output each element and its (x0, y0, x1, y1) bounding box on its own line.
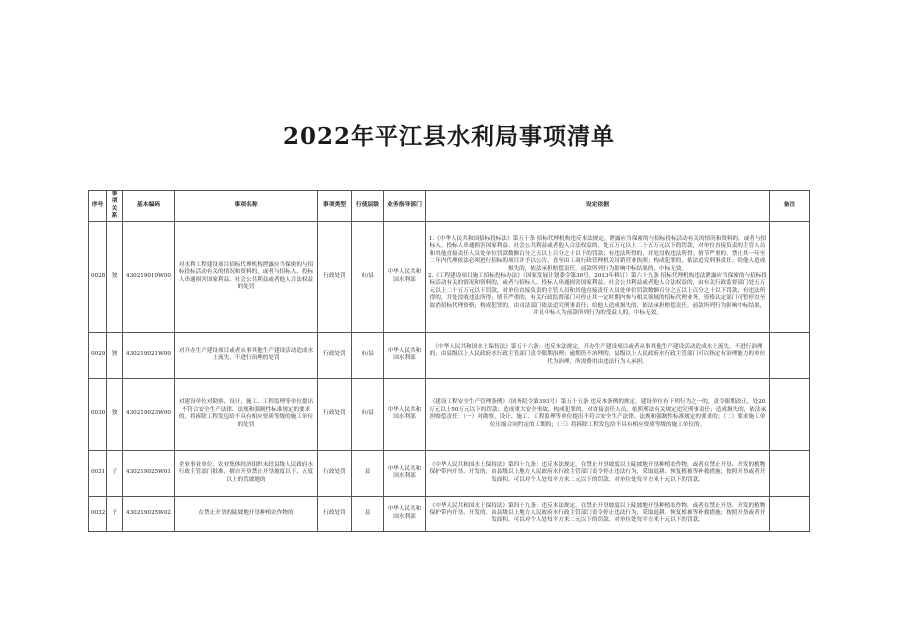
table-row (89, 496, 810, 531)
cell-name: 对开办生产建设项目或者从事其他生产建设活动造成水土流失，不进行治理的处罚 (175, 332, 318, 378)
cell-remark (770, 450, 810, 496)
cell-level: 市/县 (352, 221, 384, 332)
header-relation: 事项关系 (107, 191, 123, 222)
cell-code: 430219019W00 (123, 221, 175, 332)
cell-type: 行政处罚 (318, 496, 352, 531)
table-row (89, 450, 810, 496)
cell-basis: 1.《中华人民共和国招标投标法》第五十条 招标代理机构违反本法规定，泄露应当保密的与招标投标活动有关的情况和资料的，或者与招标人、投标人串通损害国家利益、社会公共利益或者他人合法权益的，处五万元以上二十五万元以下的罚款，对单位直接负责的主管人员和其他直接责任人员处单位罚款数额百分之五以上百分之十以下的罚款；有违法所得的，并处没收违法所得；情节严重的，禁止其一年至二年内代理依法必须进行招标的项目并予以公告，直至由工商行政管理机关吊销营业执照；构成犯罪的，依法追究刑事责任；给他人造成损失的，依法承担赔偿责任。前款所列行为影响中标结果的，中标无效。 2.《工程建设项目施工招标投标办法》（国家发展计划委令第30号，2013年修订）第六十九条 招标代理机构违法泄露应当保密的与招标投标活动有关的情况和资料的，或者与招标人、投标人串通损害国家利益、社会公共利益或者他人合法权益的，由有关行政监督部门处五万元以上二十五万元以下罚款，对单位直接负责的主管人员和其他直接责任人员处单位罚款数额百分之五以上百分之十以下罚款；有违法所得的，并处没收违法所得；情节严重的，有关行政监督部门可停止其一定时期内参与相关领域的招标代理业务，资格认定部门可暂停直至取消招标代理资格；构成犯罪的，由司法部门依法追究刑事责任；给他人造成损失的，依法承担赔偿责任。前款所列行为影响中标结果，并且中标人为前款所列行为的受益人的，中标无效。 (426, 221, 770, 332)
table-row (89, 332, 810, 378)
cell-remark (770, 221, 810, 332)
cell-level: 县 (352, 450, 384, 496)
header-level: 行使层级 (352, 191, 384, 222)
header-no: 序号 (89, 191, 107, 222)
cell-basis: 《中华人民共和国水土保持法》第四十九条：违反本法规定，在禁止开垦坡度以上陡坡地开垦种植农作物，或者在禁止开垦、开发的植物保护带内开垦、开发的，由县级以上地方人民政府水行政主管部门责令停止违法行为，采取退耕、恢复植被等补救措施；按照开垦或者开发面积，可以对个人处每平方米二元以下的罚款、对单位处每平方米十元以下的罚款。 (426, 450, 770, 496)
cell-basis: 《建设工程安全生产管理条例》（国务院令第393号）第五十五条 违反本条例的规定，建设单位有下列行为之一的，责令限期改正，处20万元以上50万元以下的罚款；造成重大安全事故，构成犯罪的，对直接责任人员，依照刑法有关规定追究刑事责任；造成损失的，依法承担赔偿责任：（一）对勘察、设计、施工、工程监理等单位提出不符合安全生产法律、法规和强制性标准规定的要求的；（二）要求施工单位压缩合同约定的工期的；（三）将拆除工程发包给不具有相应资质等级的施工单位的。 (426, 378, 770, 450)
cell-type: 行政处罚 (318, 378, 352, 450)
cell-dept: 中华人民共和国水利部 (384, 450, 426, 496)
cell-relation: 独 (107, 378, 123, 450)
cell-no: 0029 (89, 332, 107, 378)
cell-code: 430219023W00 (123, 378, 175, 450)
cell-relation: 子 (107, 496, 123, 531)
table-row (89, 378, 810, 450)
cell-relation: 独 (107, 221, 123, 332)
cell-name: 对水利工程建设项目招标代理机构泄露应当保密的与招标投标活动有关的情况和资料的，或者与招标人、投标人串通损害国家利益、社会公共利益或者他人合法权益的处罚 (175, 221, 318, 332)
header-basis: 设定依据 (426, 191, 770, 222)
table-header-row (89, 191, 810, 222)
cell-relation: 子 (107, 450, 123, 496)
cell-name: 企业事业单位、农业集体经济组织未经县级人民政府水行政主管部门批准，擅自开垦禁止开垦坡度以下、五度以上的荒坡地的 (175, 450, 318, 496)
cell-code: 430219025W01 (123, 450, 175, 496)
document-title: 2022年平江县水利局事项清单 (282, 123, 615, 150)
header-remark: 备注 (770, 191, 810, 222)
cell-basis: 《中华人民共和国水土保持法》第四十九条：违反本法规定，在禁止开垦坡度以上陡坡地开垦种植农作物，或者在禁止开垦、开发的植物保护带内开垦、开发的，由县级以上地方人民政府水行政主管部门责令停止违法行为，采取退耕、恢复植被等补救措施；按照开垦或者开发面积，可以对个人处每平方米二元以下的罚款、对单位处每平方米十元以下的罚款。 (426, 496, 770, 531)
cell-no: 0032 (89, 496, 107, 531)
cell-dept: 中华人民共和国水利部 (384, 496, 426, 531)
cell-remark (770, 378, 810, 450)
cell-dept: 中华人民共和国水利部 (384, 332, 426, 378)
cell-dept: 中华人民共和国水利部 (384, 221, 426, 332)
header-code: 基本编码 (123, 191, 175, 222)
cell-name: 对建设单位对勘察、设计、施工、工程监理等单位提出不符合安全生产法律、法规和强制性标准规定的要求的，将拆除工程发包给不具有相应资质等级的施工单位的处罚 (175, 378, 318, 450)
cell-level: 市/县 (352, 332, 384, 378)
cell-basis: 《中华人民共和国水土保持法》第五十六条：违反本法规定，开办生产建设项目或者从事其他生产建设活动造成水土流失，不进行治理的，由县级以上人民政府水行政主管部门责令限期治理；逾期仍不治理的，县级以上人民政府水行政主管部门可以指定有治理能力的单位代为治理，所需费用由违法行为人承担。 (426, 332, 770, 378)
cell-code: 430219025W02 (123, 496, 175, 531)
header-type: 事项类型 (318, 191, 352, 222)
cell-no: 0028 (89, 221, 107, 332)
cell-code: 430219021W00 (123, 332, 175, 378)
cell-level: 市/县 (352, 378, 384, 450)
cell-type: 行政处罚 (318, 221, 352, 332)
header-dept: 业务指导部门 (384, 191, 426, 222)
items-table (88, 190, 810, 532)
cell-remark (770, 496, 810, 531)
cell-no: 0030 (89, 378, 107, 450)
header-name: 事项名称 (175, 191, 318, 222)
cell-relation: 独 (107, 332, 123, 378)
cell-no: 0031 (89, 450, 107, 496)
cell-type: 行政处罚 (318, 450, 352, 496)
cell-level: 县 (352, 496, 384, 531)
cell-type: 行政处罚 (318, 332, 352, 378)
cell-name: 在禁止开垦的陡坡地开垦种植农作物的 (175, 496, 318, 531)
cell-remark (770, 332, 810, 378)
table-row (89, 221, 810, 332)
cell-dept: 中华人民共和国水利部 (384, 378, 426, 450)
